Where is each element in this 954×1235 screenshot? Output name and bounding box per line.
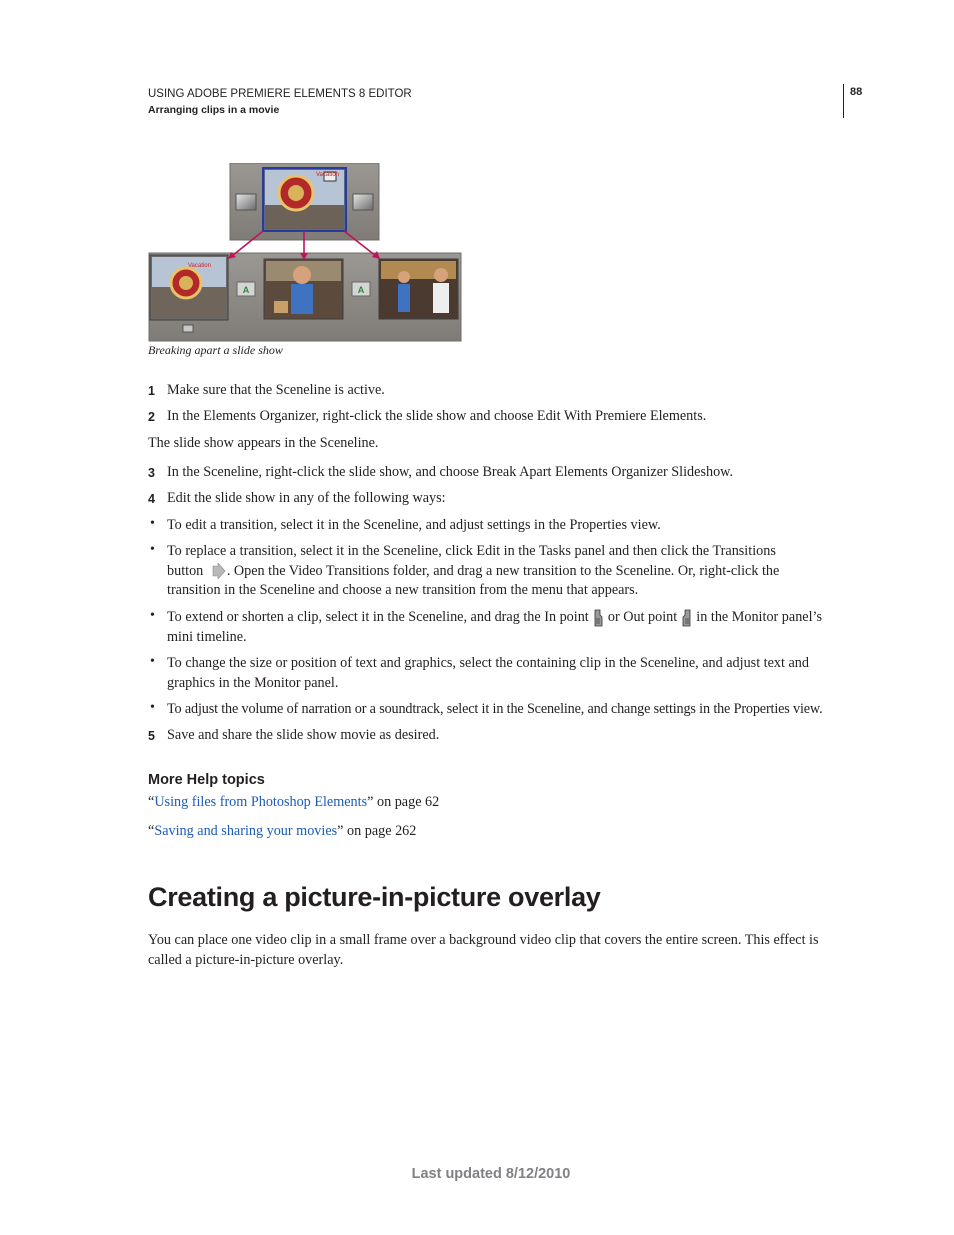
- bullet-3-part-b: or Out point: [607, 609, 678, 625]
- transition-slot-right: [353, 194, 373, 210]
- step-number-5: 5: [148, 729, 155, 743]
- sceneline-panel: [149, 253, 461, 341]
- bullet-marker: •: [150, 654, 155, 669]
- step-2-note: The slide show appears in the Sceneline.: [148, 435, 379, 451]
- section-heading: Creating a picture-in-picture overlay: [148, 882, 601, 912]
- footer-last-updated: Last updated 8/12/2010: [411, 1166, 571, 1182]
- bullet-2-line-1: To replace a transition, select it in the Sceneline, click Edit in the Tasks panel and then click the Transitions: [167, 543, 776, 559]
- section-paragraph: [148, 931, 848, 970]
- bullet-marker: •: [150, 608, 155, 623]
- bullet-3-part-c: in the Monitor panel’s: [696, 609, 822, 625]
- section-paragraph-line-1: You can place one video clip in a small frame over a background video clip that covers the entire screen. This effect is: [148, 932, 819, 948]
- bullet-text-5: To adjust the volume of narration or a soundtrack, select it in the Sceneline, and change settings in the Properties view.: [167, 701, 823, 717]
- step-text-1: Make sure that the Sceneline is active.: [167, 382, 385, 398]
- bullet-2-line-2: [167, 562, 847, 582]
- running-header-title: USING ADOBE PREMIERE ELEMENTS 8 EDITOR: [148, 88, 412, 100]
- bullet-2-line-2a: button: [167, 562, 204, 579]
- step-text-5: Save and share the slide show movie as desired.: [167, 727, 440, 743]
- slideshow-breakapart-figure: [148, 163, 464, 343]
- clip-1-title-text: Vacation: [188, 263, 211, 269]
- bullet-marker: •: [150, 700, 155, 715]
- header-rule: [843, 84, 844, 118]
- transition-label-1: A: [242, 285, 250, 295]
- step-number-4: 4: [148, 492, 155, 506]
- section-paragraph-line-2: called a picture-in-picture overlay.: [148, 951, 344, 968]
- help-topic-2-rest: ” on page 262: [337, 823, 417, 839]
- help-topic-1: [148, 793, 439, 813]
- bullet-text-1: To edit a transition, select it in the Sceneline, and adjust settings in the Properties view.: [167, 517, 661, 533]
- figure-caption: Breaking apart a slide show: [148, 343, 283, 357]
- out-point-icon: [681, 609, 693, 627]
- transition-slot-left: [236, 194, 256, 210]
- bullet-3-part-a: To extend or shorten a clip, select it in the Sceneline, and drag the In point: [167, 609, 589, 625]
- step-text-2: In the Elements Organizer, right-click the slide show and choose Edit With Premiere Elements.: [167, 408, 707, 424]
- step-number-2: 2: [148, 410, 155, 424]
- transition-label-2: A: [357, 285, 365, 295]
- step-number-3: 3: [148, 466, 155, 480]
- bullet-2-line-3: transition in the Sceneline and choose a new transition from the menu that appears.: [167, 582, 639, 598]
- bullet-text-3: [167, 608, 847, 647]
- bullet-4-line-1: To change the size or position of text and graphics, select the containing clip in the Sceneline, and adjust text and: [167, 655, 809, 671]
- help-topic-1-rest: ” on page 62: [367, 794, 440, 810]
- clip-1-indicator-icon: [183, 325, 193, 332]
- help-topic-2-open: “: [148, 823, 155, 839]
- bullet-2-line-2b: . Open the Video Transitions folder, and drag a new transition to the Sceneline. Or, right-click the: [226, 562, 780, 579]
- page-number: 88: [850, 86, 863, 98]
- bullet-marker: •: [150, 516, 155, 531]
- running-header-section: Arranging clips in a movie: [148, 104, 280, 116]
- bullet-text-2: [167, 542, 847, 601]
- bullet-3-line-2: mini timeline.: [167, 628, 247, 645]
- step-text-4: Edit the slide show in any of the following ways:: [167, 490, 446, 506]
- bullet-text-4: [167, 654, 847, 693]
- more-help-heading: More Help topics: [148, 772, 265, 788]
- bullet-3-line-1: [167, 608, 847, 628]
- bullet-marker: •: [150, 542, 155, 557]
- help-topic-2: [148, 822, 416, 842]
- bullet-4-line-2: graphics in the Monitor panel.: [167, 674, 339, 691]
- link-using-files-from-photoshop-elements[interactable]: Using files from Photoshop Elements: [154, 794, 368, 810]
- slideshow-clip-panel: [230, 163, 379, 240]
- step-number-1: 1: [148, 384, 155, 398]
- transitions-arrow-icon: [207, 563, 227, 579]
- help-topic-1-open: “: [148, 794, 155, 810]
- link-saving-and-sharing-your-movies[interactable]: Saving and sharing your movies: [154, 823, 338, 839]
- in-point-icon: [592, 609, 604, 627]
- step-text-3: In the Sceneline, right-click the slide show, and choose Break Apart Elements Organizer Slideshow.: [167, 464, 734, 480]
- slide-title-text: Vacation: [316, 172, 339, 178]
